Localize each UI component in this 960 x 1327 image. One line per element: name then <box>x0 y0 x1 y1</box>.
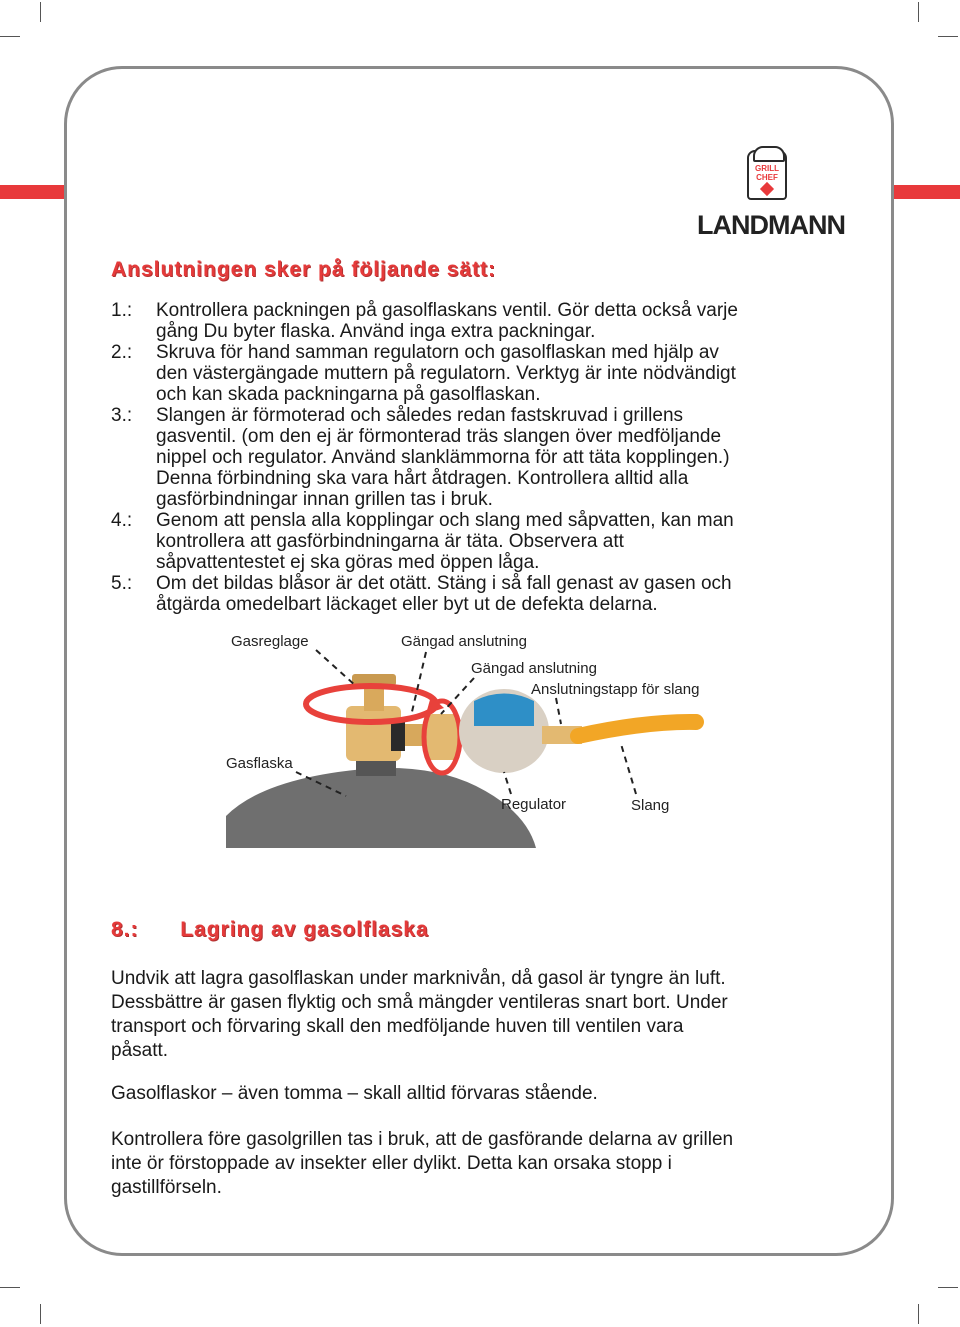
storage-paragraph-3: Kontrollera före gasolgrillen tas i bruk, att de gasförande delarna av grillen inte ör förstoppade av insekter eller dylikt. Detta kan orsaka stopp i gastillförseln. <box>111 1129 734 1198</box>
section-number: 8.: <box>111 918 139 941</box>
badge-text: GRILL CHEF <box>755 164 779 182</box>
crop-mark <box>40 1304 41 1324</box>
label-gangad-2: Gängad anslutning <box>471 660 597 677</box>
step-text: Skruva för hand samman regulatorn och gasolflaskan med hjälp av den västergängade muttern på regulatorn. Verktyg är inte nödvändigt och kan skada packningarna på gasolflaskan. <box>156 342 736 405</box>
list-item <box>111 510 871 573</box>
chef-hat-icon <box>753 146 785 162</box>
crop-mark <box>0 1287 20 1288</box>
list-item <box>111 573 871 615</box>
connection-steps <box>111 300 871 615</box>
brand-name: LANDMANN <box>697 210 845 240</box>
label-gasflaska: Gasflaska <box>226 755 293 772</box>
storage-paragraph-1: Undvik att lagra gasolflaskan under marknivån, då gasol är tyngre än luft. Dessbättre är gasen flyktig och små mängder ventileras snart bort. Under transport och förvaring skall den medföljande huven till ventilen vara påsatt. <box>111 968 728 1061</box>
grill-chef-badge <box>747 150 787 200</box>
list-item <box>111 342 871 405</box>
section-title: Lagring av gasolflaska <box>180 918 429 941</box>
label-slang: Slang <box>631 797 670 814</box>
step-number: 3.: <box>111 405 133 426</box>
storage-paragraph-2: Gasolflaskor – även tomma – skall alltid förvaras stående. <box>111 1083 598 1104</box>
regulator-cap <box>474 694 534 727</box>
list-item <box>111 405 871 510</box>
label-anslutningstapp: Anslutningstapp för slang <box>531 681 700 698</box>
crop-mark <box>40 2 41 22</box>
maple-leaf-icon <box>760 182 774 196</box>
step-number: 2.: <box>111 342 133 363</box>
step-text: Genom att pensla alla kopplingar och slang med såpvatten, kan man kontrollera att gasförbindningarna är täta. Observera att såpvattentestet ej ska göras med öppen låga. <box>156 510 734 573</box>
step-number: 5.: <box>111 573 133 594</box>
label-regulator: Regulator <box>501 796 567 813</box>
section-heading-storage <box>111 918 429 942</box>
step-number: 1.: <box>111 300 133 321</box>
section-heading-connection: Anslutningen sker på följande sätt: <box>111 258 497 281</box>
crop-mark <box>0 36 20 37</box>
landmann-logo <box>697 150 847 240</box>
step-text: Slangen är förmoterad och således redan fastskruvad i grillens gasventil. (om den ej är förmonterad träs slangen över medföljande nippel och regulator. Använd slanklämmorna för att täta kopplingen.) Denna förbindning ska vara hårt åtdragen. Kontrollera alltid alla gasförbindningar innan grillen tas i bruk. <box>156 405 730 510</box>
step-text: Om det bildas blåsor är det otätt. Stäng i så fall genast av gasen och åtgärda omedelbart läckaget eller byt ut de defekta delarna. <box>156 573 732 615</box>
crop-mark <box>938 36 958 37</box>
crop-mark <box>918 2 919 22</box>
crop-mark <box>918 1304 919 1324</box>
crop-mark <box>938 1287 958 1288</box>
label-gangad-1: Gängad anslutning <box>401 633 527 650</box>
regulator-diagram <box>226 626 720 848</box>
step-number: 4.: <box>111 510 133 531</box>
list-item <box>111 300 871 342</box>
threaded-connector <box>426 714 458 760</box>
label-gasreglage: Gasreglage <box>231 633 309 650</box>
black-nut <box>391 721 405 751</box>
step-text: Kontrollera packningen på gasolflaskans ventil. Gör detta också varje gång Du byter flaska. Använd inga extra packningar. <box>156 300 738 342</box>
